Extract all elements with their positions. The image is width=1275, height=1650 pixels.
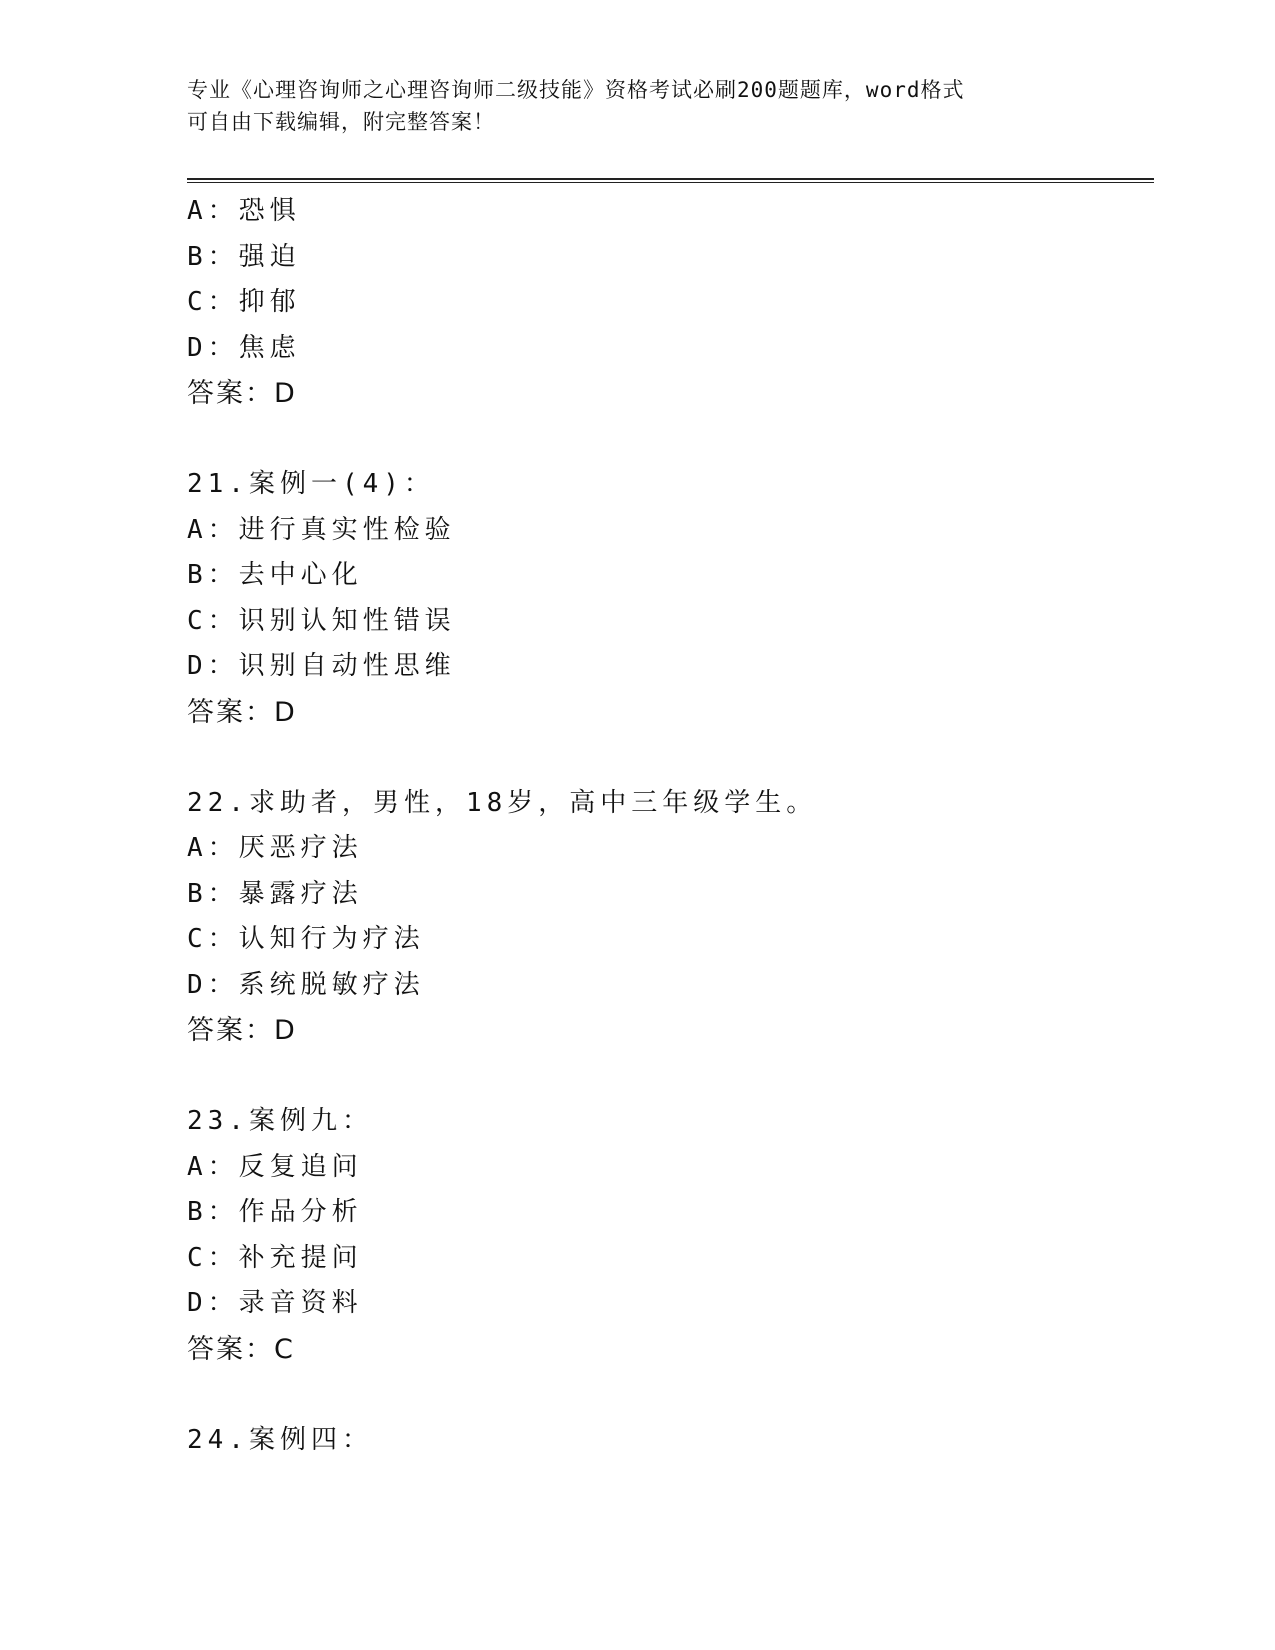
option-d: D：识别自动性思维 xyxy=(187,651,456,681)
spacer xyxy=(187,417,1147,463)
option-b: B：作品分析 xyxy=(187,1197,363,1227)
header-title-line-1: 专业《心理咨询师之心理咨询师二级技能》资格考试必刷200题题库，word格式 xyxy=(187,78,965,102)
document-header xyxy=(187,74,1087,138)
option-a: A：厌恶疗法 xyxy=(187,833,363,863)
question-block-23 xyxy=(187,1099,1147,1372)
question-stem: 23.案例九： xyxy=(187,1106,373,1136)
spacer xyxy=(187,1372,1147,1418)
answer-line: 答案：D xyxy=(187,696,297,728)
answer-line: 答案：C xyxy=(187,1333,295,1365)
option-c: C：补充提问 xyxy=(187,1242,363,1273)
header-divider-thick xyxy=(187,178,1154,180)
header-title-line-2: 可自由下载编辑，附完整答案！ xyxy=(187,110,495,134)
option-b: B：强迫 xyxy=(187,241,301,272)
question-list xyxy=(187,189,1147,1463)
spacer xyxy=(187,735,1147,781)
option-a: A：进行真实性检验 xyxy=(187,514,456,545)
option-d: D：焦虑 xyxy=(187,332,301,363)
question-block-21 xyxy=(187,462,1147,735)
option-b: B：暴露疗法 xyxy=(187,878,363,909)
option-d: D：录音资料 xyxy=(187,1288,363,1318)
option-a: A：反复追问 xyxy=(187,1151,363,1182)
option-d: D：系统脱敏疗法 xyxy=(187,969,425,1000)
option-c: C：识别认知性错误 xyxy=(187,605,456,636)
question-stem: 22.求助者，男性，18岁，高中三年级学生。 xyxy=(187,787,818,818)
answer-line: 答案：D xyxy=(187,1015,297,1046)
option-c: C：抑郁 xyxy=(187,287,301,317)
answer-line: 答案：D xyxy=(187,378,297,409)
option-b: B：去中心化 xyxy=(187,560,363,590)
header-divider-thin xyxy=(187,182,1154,183)
option-c: C：认知行为疗法 xyxy=(187,924,425,954)
question-block-22 xyxy=(187,781,1147,1054)
question-stem: 21.案例一(4)： xyxy=(187,469,435,499)
option-a: A：恐惧 xyxy=(187,196,301,226)
question-block-24 xyxy=(187,1418,1147,1464)
question-block-20 xyxy=(187,189,1147,417)
question-stem: 24.案例四： xyxy=(187,1424,373,1455)
spacer xyxy=(187,1054,1147,1100)
